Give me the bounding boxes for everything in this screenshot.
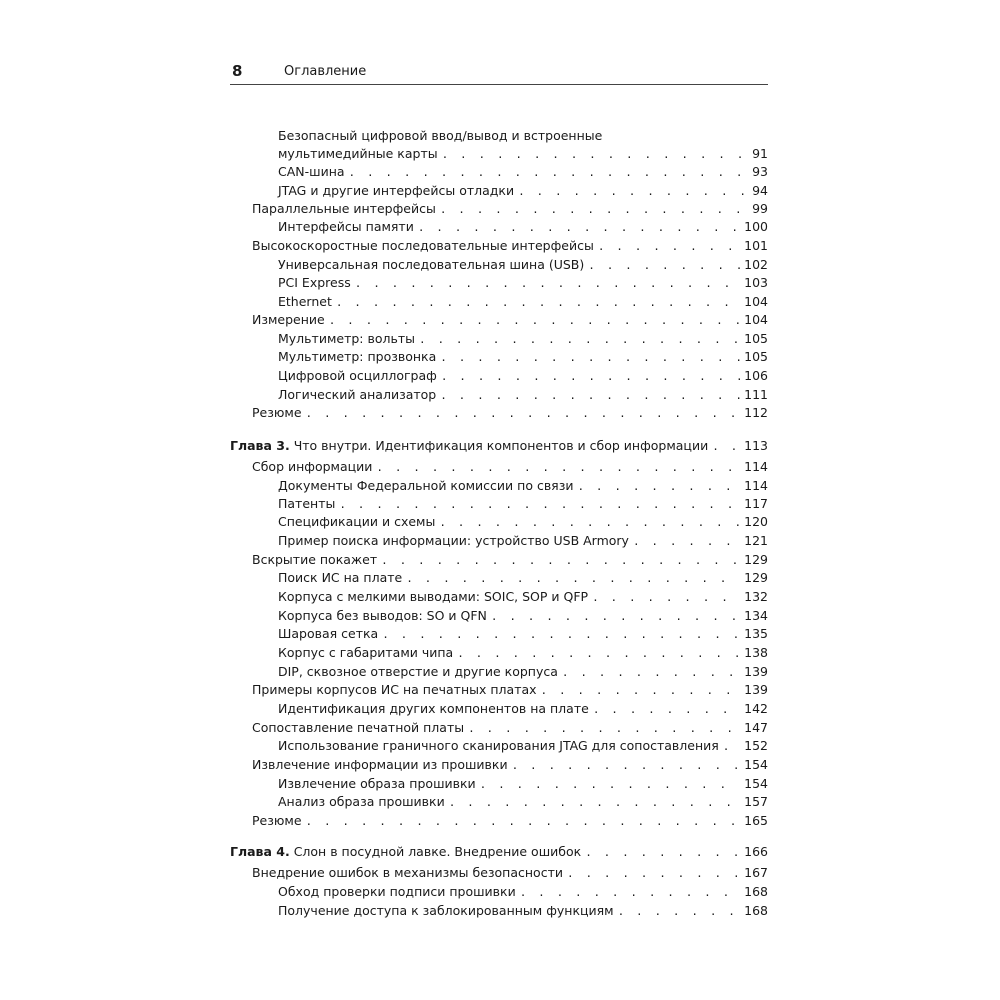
toc-entry-title [278,145,438,163]
toc-entry-title [252,756,508,774]
toc-page-number: 101 [744,238,768,253]
dot-leader [418,219,740,237]
toc-entry [230,293,768,311]
toc-page-number: 168 [744,903,768,918]
dot-leader [382,626,740,644]
toc-entry-text: Вскрытие покажет [252,552,378,567]
dot-leader [567,865,740,883]
toc-entry-text: Внедрение ошибок в механизмы безопасности [252,865,563,880]
toc-entry [230,569,768,587]
toc-entry [230,607,768,625]
toc-entry-title [252,719,464,737]
toc-entry-title [278,663,558,681]
toc-entry-title [278,495,335,513]
dot-leader [480,776,740,794]
toc-entry [230,737,768,755]
toc-entry-text: Цифровой осциллограф [278,368,437,383]
dot-leader [329,312,740,330]
toc-entry-title [278,883,516,901]
dot-leader [440,349,740,367]
toc-entry [230,513,768,531]
toc-entry [230,200,768,218]
toc-entry [230,663,768,681]
toc-entry [230,625,768,643]
toc-page-number: 105 [744,331,768,346]
toc-entry [230,495,768,513]
toc-entry [230,681,768,699]
dot-leader [468,720,740,738]
dot-leader [355,275,740,293]
toc-page-number: 91 [752,146,768,161]
toc-entry-title [278,588,588,606]
dot-leader [419,331,740,349]
toc-page-number: 154 [744,757,768,772]
toc-entry-title [278,700,589,718]
toc-entry-title-line: Безопасный цифровой ввод/вывод и встроенные [278,128,603,143]
toc-entry [230,311,768,329]
toc-entry-text: CAN-шина [278,164,345,179]
toc-entry [230,477,768,495]
dot-leader [618,903,741,921]
toc-page-number: 134 [744,608,768,623]
dot-leader [339,496,740,514]
toc-page-number: 117 [744,496,768,511]
toc-entry-title [278,737,719,755]
toc-chapter-entry [230,843,768,861]
toc-entry-text: Поиск ИС на плате [278,570,403,585]
toc-entry-text: Анализ образа прошивки [278,794,445,809]
toc-entry-text: Корпус с габаритами чипа [278,645,454,660]
toc-page-number: 166 [744,844,768,859]
toc-entry-text: Ethernet [278,294,332,309]
toc-entry [230,532,768,550]
toc-entry-title [230,437,708,455]
toc-entry-text: Высокоскоростные последовательные интерфейсы [252,238,594,253]
toc-page-number: 129 [744,552,768,567]
toc-entry-text: Примеры корпусов ИС на печатных платах [252,682,537,697]
toc-entry-text: Мультиметр: прозвонка [278,349,437,364]
toc-page-number: 94 [752,183,768,198]
dot-leader [633,533,740,551]
toc-page-number: 129 [744,570,768,585]
toc-entry [230,458,768,476]
dot-leader [512,757,741,775]
toc-entry [230,588,768,606]
toc-entry-title [278,775,476,793]
dot-leader [577,478,740,496]
toc-entry-title [278,902,614,920]
toc-entry-title [278,256,584,274]
toc-entry [230,348,768,366]
toc-page-number: 120 [744,514,768,529]
toc-page-number: 152 [744,738,768,753]
dot-leader [442,146,748,164]
toc-entry [230,902,768,920]
toc-entry-title [278,477,573,495]
toc-page-number: 138 [744,645,768,660]
toc-entry-text: Извлечение информации из прошивки [252,757,508,772]
toc-page-number: 139 [744,664,768,679]
toc-entry-title [278,293,332,311]
toc-entry-text: Патенты [278,496,336,511]
toc-entry-title [230,843,581,861]
dot-leader [349,164,749,182]
toc-entry [230,551,768,569]
toc-page-number: 147 [744,720,768,735]
toc-entry-text: Сбор информации [252,459,373,474]
toc-entry [230,386,768,404]
toc-entry-title [278,367,437,385]
toc-page-number: 113 [744,438,768,453]
toc-entry [230,883,768,901]
toc-entry-title [278,386,436,404]
toc-entry [230,644,768,662]
toc-entry-text: Использование граничного сканирования JTAG для сопоставления [278,738,719,753]
toc-entry [230,756,768,774]
toc-page-number: 142 [744,701,768,716]
toc-entry-title [252,812,302,830]
toc-entry-text: Универсальная последовательная шина (USB) [278,257,585,272]
toc-page-number: 135 [744,626,768,641]
toc-page-number: 106 [744,368,768,383]
toc-entry [230,700,768,718]
toc-entry-text: Получение доступа к заблокированным функциям [278,903,614,918]
toc-entry [230,367,768,385]
toc-entry-text: Корпуса с мелкими выводами: SOIC, SOP и QFP [278,589,589,604]
dot-leader [598,238,740,256]
toc-entry-text: Корпуса без выводов: SO и QFN [278,608,487,623]
dot-leader [723,738,740,756]
dot-leader [440,387,740,405]
dot-leader [449,794,740,812]
toc-entry-title [278,330,415,348]
dot-leader [381,552,740,570]
toc-entry-text: Слон в посудной лавке. Внедрение ошибок [293,844,582,859]
running-title: Оглавление [284,64,367,79]
toc-entry [230,128,768,163]
dot-leader [562,664,740,682]
dot-leader [518,183,748,201]
toc-entry-text: Резюме [252,405,302,420]
toc-entry [230,182,768,200]
toc-entry-title [278,348,436,366]
toc-page-number: 168 [744,884,768,899]
dot-leader [440,201,748,219]
toc-entry-text: Сопоставление печатной платы [252,720,465,735]
toc-entry [230,274,768,292]
toc-entry-text: Логический анализатор [278,387,437,402]
toc-entry-title [278,532,629,550]
toc-entry-text: Интерфейсы памяти [278,219,414,234]
toc-entry [230,775,768,793]
toc-entry [230,812,768,830]
toc-page-number: 93 [752,164,768,179]
page-header [230,58,768,85]
toc-entry-title [278,569,402,587]
dot-leader [491,608,740,626]
chapter-label: Глава 3. [230,438,290,453]
chapter-label: Глава 4. [230,844,290,859]
toc-entry [230,793,768,811]
toc-entry-title [278,607,487,625]
dot-leader [593,701,740,719]
dot-leader [592,589,740,607]
toc-entry [230,256,768,274]
toc-page-number: 100 [744,219,768,234]
page-number: 8 [232,62,243,80]
toc-entry-text: Документы Федеральной комиссии по связи [278,478,574,493]
toc-entry-title [252,311,325,329]
dot-leader [336,294,740,312]
toc-page-number: 165 [744,813,768,828]
toc-chapter-entry [230,437,768,455]
toc-page-number: 121 [744,533,768,548]
toc-page-number: 105 [744,349,768,364]
toc-entry-text: Пример поиска информации: устройство USB Armory [278,533,629,548]
toc-page-number: 104 [744,294,768,309]
toc-entry [230,719,768,737]
toc-page-number: 103 [744,275,768,290]
toc-entry-text: Извлечение образа прошивки [278,776,476,791]
toc-entry-text: Что внутри. Идентификация компонентов и сбор информации [293,438,709,453]
toc-entry-title [278,218,414,236]
toc-entry-title [278,513,435,531]
toc-page-number: 139 [744,682,768,697]
toc-page-number: 154 [744,776,768,791]
toc-entry-text: Шаровая сетка [278,626,379,641]
dot-leader [441,368,740,386]
toc-page-number: 111 [744,387,768,402]
toc-entry-text: Обход проверки подписи прошивки [278,884,516,899]
toc-page-number: 132 [744,589,768,604]
dot-leader [306,405,741,423]
toc-page-number: 114 [744,459,768,474]
toc-page-number: 167 [744,865,768,880]
dot-leader [520,884,740,902]
dot-leader [541,682,741,700]
toc-entry-title [278,163,345,181]
toc-page-number: 102 [744,257,768,272]
toc-entry [230,218,768,236]
toc-entry-title [252,681,537,699]
toc-entry-title [252,404,302,422]
toc-page-number: 104 [744,312,768,327]
toc-entry-title [278,644,453,662]
toc-entry-text: JTAG и другие интерфейсы отладки [278,183,515,198]
dot-leader [306,813,741,831]
toc-entry-title [278,793,445,811]
toc-entry [230,237,768,255]
toc-entry-title [252,458,372,476]
toc-entry-text: Спецификации и схемы [278,514,436,529]
toc-entry-text: PCI Express [278,275,351,290]
toc-entry-title [252,864,563,882]
toc-entry-title [252,237,594,255]
toc-entry-title [278,625,378,643]
toc-entry-text: Идентификация других компонентов на плате [278,701,589,716]
toc-entry-text: DIP, сквозное отверстие и другие корпуса [278,664,558,679]
toc-entry-text: Резюме [252,813,302,828]
toc-entry-text: Измерение [252,312,325,327]
dot-leader [439,514,740,532]
dot-leader [585,844,740,862]
toc-entry-text: Мультиметр: вольты [278,331,415,346]
toc-entry [230,163,768,181]
toc-entry-title [252,200,436,218]
dot-leader [406,570,740,588]
dot-leader [376,459,740,477]
toc-page-number: 114 [744,478,768,493]
toc-entry-title [278,274,351,292]
toc-entry-text: мультимедийные карты [278,146,438,161]
toc-page-number: 112 [744,405,768,420]
toc-entry [230,330,768,348]
dot-leader [588,257,740,275]
toc-page-number: 157 [744,794,768,809]
toc-page-number: 99 [752,201,768,216]
toc-entry [230,864,768,882]
dot-leader [712,438,740,456]
toc-entry-text: Параллельные интерфейсы [252,201,436,216]
dot-leader [457,645,740,663]
toc-entry-title [278,182,514,200]
toc-entry [230,404,768,422]
toc-entry-title [252,551,377,569]
